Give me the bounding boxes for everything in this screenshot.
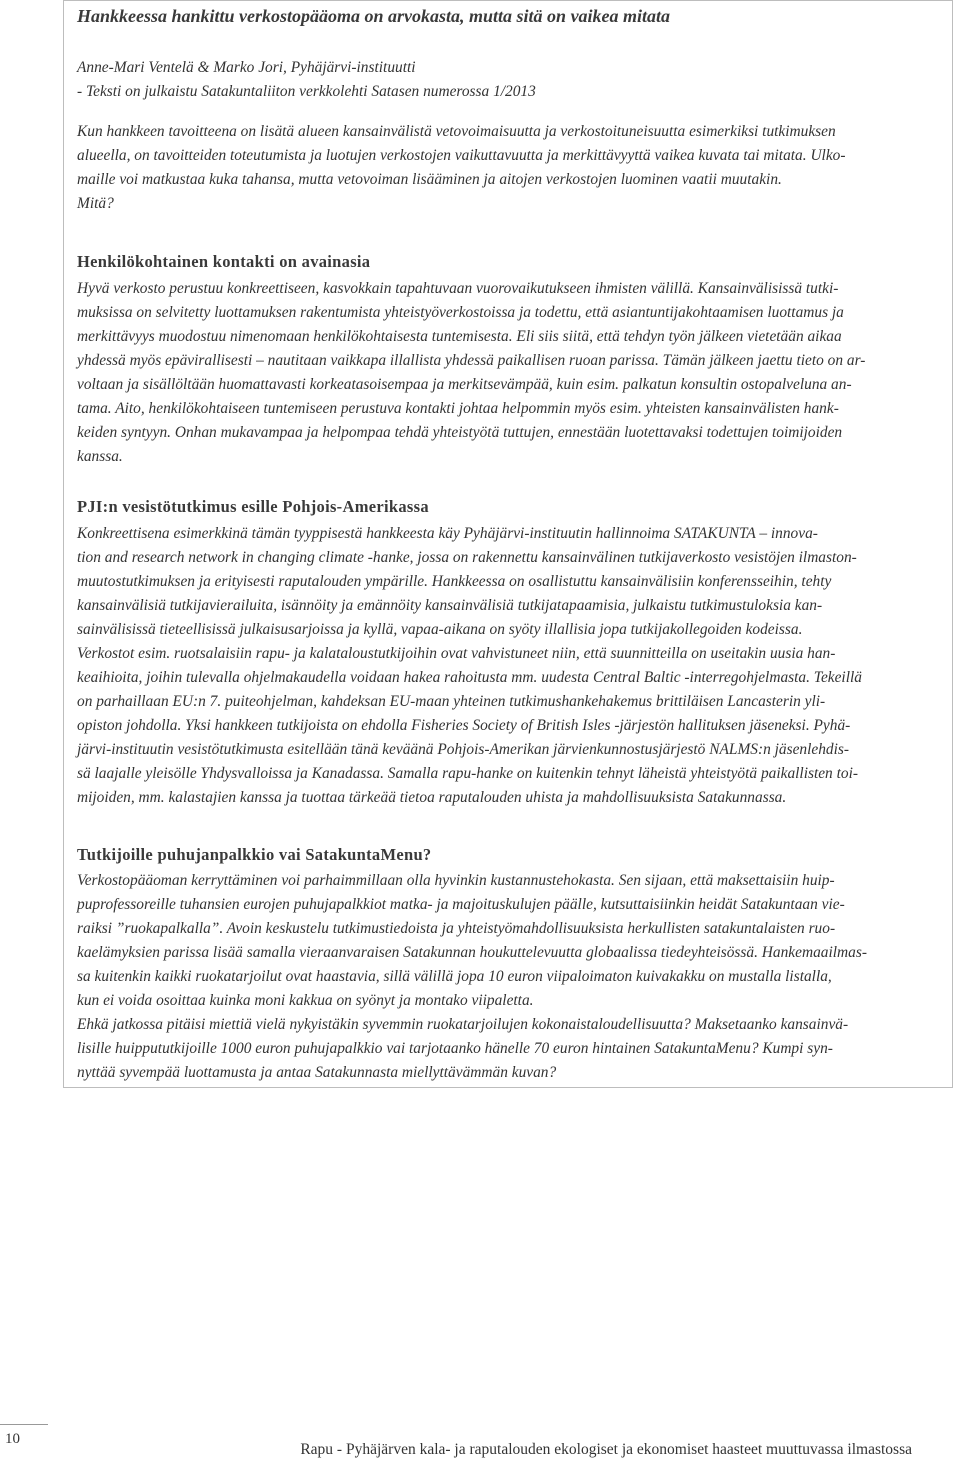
article-authors: Anne-Mari Ventelä & Marko Jori, Pyhäjärvi-instituutti - Teksti on julkaistu Satakuntaliiton verkkolehti Satasen numerossa 1/2013: [77, 59, 536, 100]
section-paragraph: Verkostopääoman kerryttäminen voi parhaimmillaan olla hyvinkin kustannustehokasta. Sen sijaan, että maksettaisiin huip- puprofessoreille tuhansien eurojen puhujapalkkiot matka- ja majoituskulujen päälle, kutsuttaisiinkin heidät Satakuntaan vie- raiksi ”ruokapalkalla”. Avoin keskustelu tutkimustiedoista ja yhteistyömahdollisuuksista herkullisten satakuntalaisten ruo- kaelämyksien parissa lisää samalla vieraanvaraisen Satakunnan houkuttelevuutta globaalissa tiedeyhteisössä. Hankemaailmas- sa kuitenkin kaikki ruokatarjoilut ovat haastavia, sillä välillä jopa 10 euron viipaloimaton kuivakakku on mustalla listalla, kun ei voida osoittaa kuinka moni kakkua on syönyt ja montako viipaletta. Ehkä jatkossa pitäisi miettiä vielä nykyistäkin syvemmin ruokatarjoilujen kokonaistaloudellisuutta? Maksetaanko kansainvä- lisille huippututkijoille 1000 euron puhujapalkkio vai tarjotaanko hänelle 70 euron hintainen SatakuntaMenu? Kumpi syn- nyttää syvempää luottamusta ja antaa Satakunnasta miellyttävämmän kuvan?: [77, 872, 867, 1081]
section-paragraph: Hyvä verkosto perustuu konkreettiseen, kasvokkain tapahtuvaan vuorovaikutukseen ihmisten välillä. Kansainvälisissä tutki- muksissa on selvitetty luottamuksen rakentumista yhteistyöverkostoissa ja todettu, että asiantuntijakohtaamisen luottamus ja merkittävyys muodostuu nimenomaan henkilökohtaisesta tuntemisesta. Eli siis siitä, että tehdyn työn jälkeen vietetään aikaa yhdessä myös epävirallisesti – nautitaan vaikkapa illallista yhdessä paikallisen ruoan parissa. Tämän jälkeen jaettu tieto on ar- voltaan ja sisällöltään huomattavasti korkeatasoisempaa ja merkitsevämpää, kuin esim. palkatun konsultin ostopalveluna an- tama. Aito, henkilökohtaiseen tuntemiseen perustuva kontakti johtaa helpommin myös esim. yhteisten kansainvälisten hank- keiden syntyyn. Onhan mukavampaa ja helpompaa tehdä yhteistyötä tuttujen, ennestään luotettavaksi todettujen toimijoiden kanssa.: [77, 280, 866, 465]
page-number: 10: [5, 1431, 20, 1447]
running-footer: Rapu - Pyhäjärven kala- ja raputalouden ekologiset ja ekonomiset haasteet muuttuvassa ilmastossa: [300, 1441, 912, 1458]
section-heading: Henkilökohtainen kontakti on avainasia: [77, 252, 371, 271]
section-heading: Tutkijoille puhujanpalkkio vai SatakuntaMenu?: [77, 845, 432, 864]
section-heading: PJI:n vesistötutkimus esille Pohjois-Amerikassa: [77, 497, 429, 516]
article-title: Hankkeessa hankittu verkostopääoma on arvokasta, mutta sitä on vaikea mitata: [77, 6, 671, 26]
section-paragraph: Konkreettisena esimerkkinä tämän tyyppisestä hankkeesta käy Pyhäjärvi-instituutin hallinnoima SATAKUNTA – innova- tion and research network in changing climate -hanke, jossa on rakennettu kansainvälinen tutkijaverkosto vesistöjen ilmaston- muutostutkimuksen ja erityisesti raputalouden ympärille. Hankkeessa on osallistuttu kansainvälisiin konferensseihin, tehty kansainvälisiä tutkijavierailuita, isännöity ja emännöity kansainvälisiä tutkijatapaamisia, julkaistu tutkimustuloksia kan- sainvälisissä tieteellisissä julkaisusarjoissa ja kyllä, vapaa-aikana on syöty illallisia jopa tutkijakollegoiden kodeissa. Verkostot esim. ruotsalaisiin rapu- ja kalataloustutkijoihin ovat vahvistuneet niin, että suunnitteilla on useitakin uusia han- keaihioita, joihin tulevalla ohjelmakaudella voidaan hakea rahoitusta mm. uudesta Central Baltic -interregohjelmasta. Tekeillä on parhaillaan EU:n 7. puiteohjelman, kahdeksan EU-maan yhteinen tutkimushankehakemus brittiläisen Lancasterin yli- opiston johdolla. Yksi hankkeen tutkijoista on ehdolla Fisheries Society of British Isles -järjestön hallituksen jäseneksi. Pyhä- järvi-instituutin vesistötutkimusta esitellään tänä keväänä Pohjois-Amerikan järvienkunnostusjärjestö NALMS:n jäsenlehdis- sä laajalle yleisölle Yhdysvalloissa ja Kanadassa. Samalla rapu-hanke on kuitenkin tehnyt läheistä yhteistyötä paikallisten toi- mijoiden, mm. kalastajien kanssa ja tuottaa tärkeää tietoa raputalouden uhista ja mahdollisuuksista Satakunnassa.: [77, 525, 862, 806]
intro-paragraph: Kun hankkeen tavoitteena on lisätä alueen kansainvälistä vetovoimaisuutta ja verkostoituneisuutta esimerkiksi tutkimuksen alueella, on tavoitteiden toteutumista ja luotujen verkostojen vaikuttavuutta ja merkittävyyttä vaikea kuvata tai mitata. Ulko- maille voi matkustaa kuka tahansa, mutta vetovoiman lisääminen ja aitojen verkostojen luominen vaatii muutakin. Mitä?: [77, 123, 846, 212]
footer-divider: [0, 1424, 48, 1425]
